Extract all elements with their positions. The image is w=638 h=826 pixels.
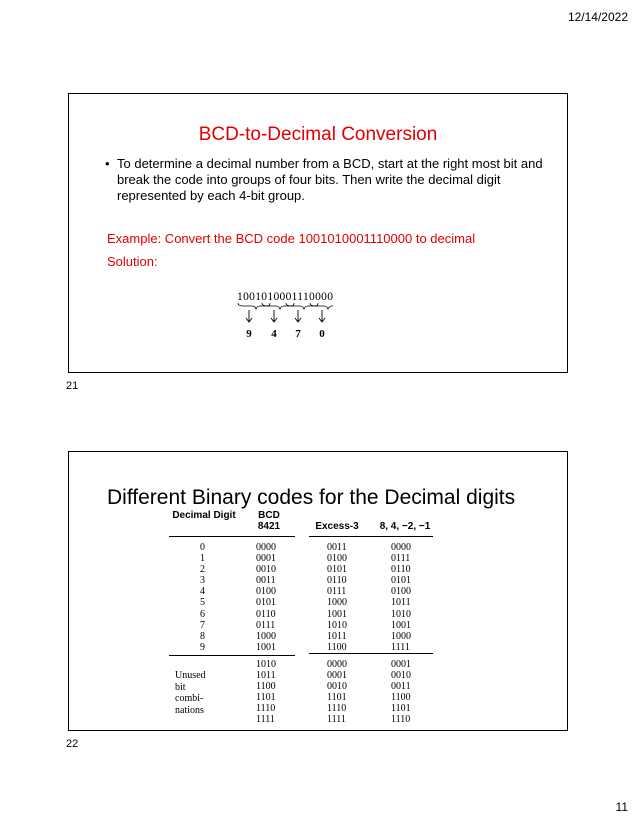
table-cell: nations xyxy=(175,704,204,716)
table-cell: 1111 xyxy=(391,641,410,653)
table-cell: 2 xyxy=(200,564,205,576)
table-cell: 1100 xyxy=(391,692,411,704)
table-cell: 0001 xyxy=(327,670,347,682)
slide-title: BCD-to-Decimal Conversion xyxy=(198,124,438,145)
table-cell: 0100 xyxy=(327,553,347,565)
header-bcd: BCD 8421 xyxy=(257,510,281,532)
table-cell: 1000 xyxy=(327,597,347,609)
table-cell: 9 xyxy=(200,641,205,653)
table-cell: 1001 xyxy=(327,608,347,620)
table-cell: 6 xyxy=(200,608,205,620)
table-cell: 1100 xyxy=(327,641,347,653)
table-cell: 5 xyxy=(200,597,205,609)
header-rule-right xyxy=(309,536,433,537)
table-cell: 1101 xyxy=(327,692,347,704)
table-cell: 0110 xyxy=(327,575,347,587)
unused-label xyxy=(175,670,206,716)
unused-rule-left xyxy=(169,655,295,656)
down-arrow-icons xyxy=(246,310,325,322)
table-cell: 0001 xyxy=(391,659,411,670)
excess3-column xyxy=(327,542,347,653)
grouping-diagram xyxy=(235,289,355,349)
table-cell: bit xyxy=(175,681,186,693)
table-cell: 8 xyxy=(200,630,205,642)
table-cell: 0011 xyxy=(327,542,347,553)
solution-label: Solution: xyxy=(107,254,158,269)
table-cell: 1101 xyxy=(391,703,411,715)
table-cell: 1011 xyxy=(327,630,347,642)
table-cell: 1110 xyxy=(327,703,347,715)
table-cell: 1101 xyxy=(256,692,276,704)
table-cell: 0010 xyxy=(391,670,411,682)
table-cell: combi- xyxy=(175,693,204,704)
header-excess3: Excess-3 xyxy=(315,521,359,532)
table-cell: 0100 xyxy=(256,586,276,598)
bullet-dot-icon: • xyxy=(105,156,110,171)
bcd-conversion-figure xyxy=(235,289,355,349)
slide-bcd-to-decimal xyxy=(68,93,568,373)
unused-excess3-column xyxy=(327,659,347,726)
table-cell: 0101 xyxy=(391,575,411,587)
table-cell: 0000 xyxy=(391,542,411,553)
header-weighted: 8, 4, −2, −1 xyxy=(379,521,431,532)
slide-binary-codes xyxy=(68,451,568,731)
header-decimal-digit: Decimal Digit xyxy=(172,510,236,521)
table-cell: 0111 xyxy=(327,586,347,598)
unused-rule-right xyxy=(309,653,433,654)
table-cell: 1011 xyxy=(391,597,411,609)
bcd-column xyxy=(256,542,276,653)
table-cell: 0100 xyxy=(391,586,411,598)
table-cell: 0011 xyxy=(256,575,276,587)
bullet-point xyxy=(105,156,545,204)
header-rule-left xyxy=(169,536,295,537)
unused-bcd-column xyxy=(256,659,276,726)
table-cell: 0010 xyxy=(256,564,276,576)
table-cell: 1001 xyxy=(256,641,276,653)
bullet-text: To determine a decimal number from a BCD, start at the right most bit and break the code into groups of four bits. Then write the decimal digit represented by each 4-bit group. xyxy=(117,156,543,203)
table-cell: 1010 xyxy=(391,608,411,620)
decimal-digit: 9 xyxy=(246,328,252,340)
slide-number: 22 xyxy=(66,738,79,750)
table-cell: 1011 xyxy=(256,670,276,682)
table-cell: 1010 xyxy=(327,619,347,631)
table-cell: 3 xyxy=(200,575,205,587)
decimal-digit: 0 xyxy=(319,328,325,340)
example-text: Example: Convert the BCD code 1001010001110000 to decimal xyxy=(107,231,476,246)
table-cell: 0 xyxy=(200,542,205,553)
table-cell: 1 xyxy=(200,553,205,565)
table-cell: 0101 xyxy=(327,564,347,576)
weighted-column xyxy=(391,542,411,653)
decimal-digit: 4 xyxy=(271,328,277,340)
unused-weighted-column xyxy=(391,659,411,726)
decimal-digit: 7 xyxy=(295,328,301,340)
slide-title: Different Binary codes for the Decimal digits xyxy=(107,486,516,509)
table-cell: 1110 xyxy=(391,714,411,726)
decimal-digit-column xyxy=(200,542,205,653)
table-cell: 1111 xyxy=(256,714,275,726)
table-cell: 1000 xyxy=(391,630,411,642)
table-cell: 0111 xyxy=(256,619,276,631)
table-cell: 1010 xyxy=(256,659,276,670)
slide-number: 21 xyxy=(66,380,79,392)
page-number: 11 xyxy=(615,800,628,814)
table-cell: 1100 xyxy=(256,681,276,693)
print-date: 12/14/2022 xyxy=(567,10,628,24)
table-cell: 0101 xyxy=(256,597,276,609)
bcd-code-text: 1001010001110000 xyxy=(237,291,333,303)
table-cell: 0111 xyxy=(391,553,411,565)
table-cell: 1110 xyxy=(256,703,276,715)
table-cell: 4 xyxy=(200,586,205,598)
table-cell: Unused xyxy=(175,670,206,681)
table-cell: 0010 xyxy=(327,681,347,693)
table-cell: 0000 xyxy=(256,542,276,553)
table-cell: 7 xyxy=(200,619,205,631)
table-cell: 0011 xyxy=(391,681,411,693)
table-cell: 0110 xyxy=(391,564,411,576)
table-cell: 0110 xyxy=(256,608,276,620)
table-cell: 0000 xyxy=(327,659,347,670)
table-cell: 0001 xyxy=(256,553,276,565)
table-cell: 1000 xyxy=(256,630,276,642)
group-brace-4 xyxy=(310,303,333,309)
table-cell: 1111 xyxy=(327,714,346,726)
table-cell: 1001 xyxy=(391,619,411,631)
